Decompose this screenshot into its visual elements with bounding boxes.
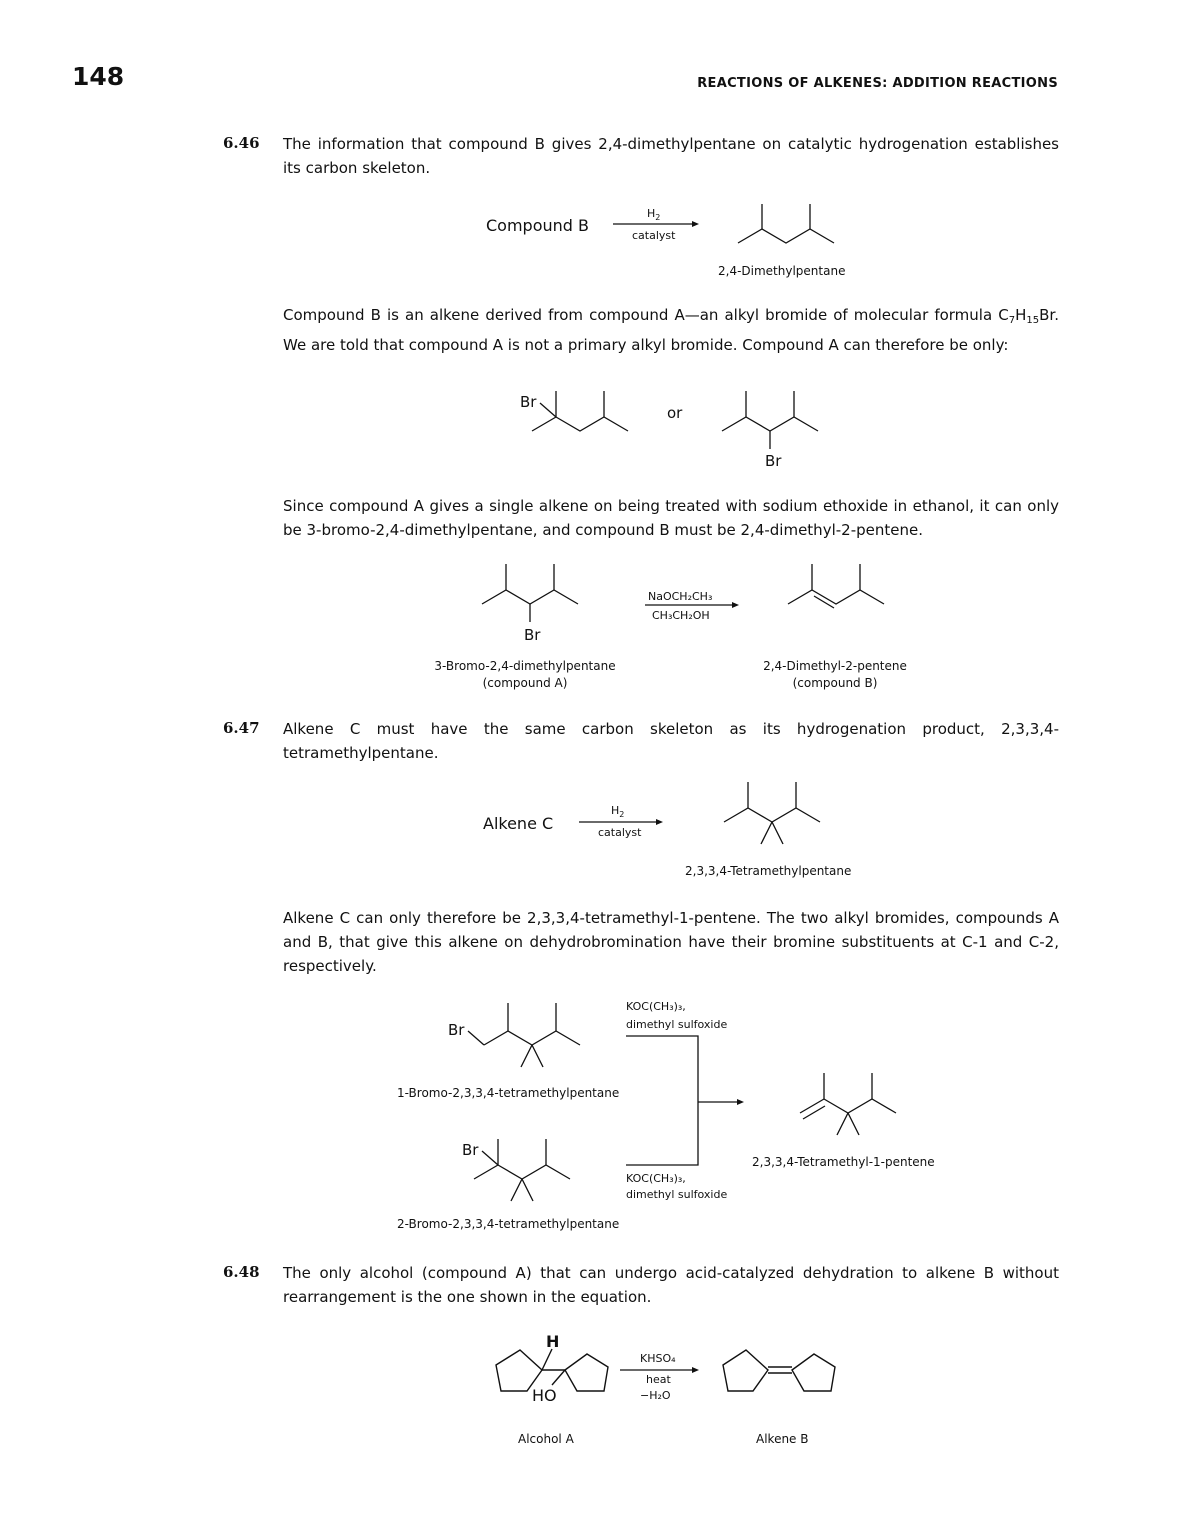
problem-number-6-48: 6.48 — [223, 1263, 260, 1281]
cyclopentane-ring-product-right — [792, 1354, 835, 1391]
skeletal-2-3-3-4-tetramethylpentane — [724, 808, 820, 822]
skeletal-2-bromo-2-4-dimethylpentane — [556, 417, 628, 431]
problem-6-47-para2: Alkene C can only therefore be 2,3,3,4-tetramethyl-1-pentene. The two alkyl bromides, compounds A and B, that give this alkene on dehydrobromination have their bromine substituents at C-1 and C-2, respectively. — [283, 909, 1059, 975]
label-compound-b: 2,4-Dimethyl-2-pentene (compound B) — [763, 659, 907, 690]
problem-6-46-para2: Compound B is an alkene derived from compound A—an alkyl bromide of molecular formula $C_7H_{15}Br$. We are told that compound A is not a primary alkyl bromide. Compound A can therefore be only: — [283, 306, 1059, 354]
cyclopentane-ring-product-left — [723, 1350, 768, 1391]
problem-number-6-47: 6.47 — [223, 719, 260, 737]
cyclopentane-ring-right — [565, 1354, 608, 1391]
scheme-hydrogenation-b — [480, 195, 900, 285]
br-label: Br — [524, 626, 541, 644]
reagent-top-2: dimethyl sulfoxide — [626, 1018, 728, 1031]
br-label-bottom: Br — [462, 1141, 479, 1159]
reagent-h2: $H_2$ — [611, 804, 625, 819]
label-alcohol-a: Alcohol A — [518, 1432, 574, 1446]
label-1-bromo: 1-Bromo-2,3,3,4-tetramethylpentane — [397, 1086, 620, 1100]
skeletal-2-4-dimethyl-2-pentene — [788, 590, 884, 604]
h-label: H — [546, 1332, 560, 1351]
reagent-top-1: KOC(CH₃)₃, — [626, 1000, 686, 1013]
br-label-top: Br — [448, 1021, 465, 1039]
skeletal-1-bromo-compound — [484, 1031, 580, 1045]
problem-number-6-46: 6.46 — [223, 134, 260, 152]
reactant-compound-b: Compound B — [486, 216, 589, 235]
reagent-ethanol: CH₃CH₂OH — [652, 609, 710, 622]
label-compound-a: 3-Bromo-2,4-dimethylpentane (compound A) — [434, 659, 616, 690]
label-product-pentene: 2,3,3,4-Tetramethyl-1-pentene — [752, 1155, 935, 1169]
problem-6-47-intro: Alkene C must have the same carbon skeleton as its hydrogenation product, 2,3,3,4-tetramethylpentane. — [283, 720, 1059, 762]
page-number: 148 — [72, 62, 125, 91]
scheme-candidate-bromides — [500, 385, 840, 475]
reagent-sodium-ethoxide: NaOCH₂CH₃ — [648, 590, 713, 603]
label-2-3-3-4-tetramethylpentane: 2,3,3,4-Tetramethylpentane — [685, 864, 852, 878]
reagent-bottom-1: KOC(CH₃)₃, — [626, 1172, 686, 1185]
scheme-elimination — [470, 558, 890, 648]
problem-6-48-intro: The only alcohol (compound A) that can undergo acid-catalyzed dehydration to alkene B without rearrangement is the one shown in the equation. — [283, 1264, 1059, 1306]
converging-bracket — [626, 1036, 698, 1165]
reagent-heat: heat — [646, 1373, 671, 1386]
problem-6-46-intro: The information that compound B gives 2,4-dimethylpentane on catalytic hydrogenation establishes its carbon skeleton. — [283, 135, 1059, 177]
reactant-alkene-c: Alkene C — [483, 814, 554, 833]
skeletal-2-4-dimethylpentane — [738, 229, 834, 243]
label-2-4-dimethylpentane: 2,4-Dimethylpentane — [718, 264, 846, 278]
reagent-khso4: KHSO₄ — [640, 1352, 676, 1365]
ho-label: HO — [532, 1386, 557, 1405]
or-text: or — [667, 404, 683, 422]
br-label-right: Br — [765, 452, 782, 470]
problem-6-46-para3: Since compound A gives a single alkene on being treated with sodium ethoxide in ethanol, it can only be 3-bromo-2,4-dimethylpentane, and compound B must be 2,4-dimethyl-2-pentene. — [283, 497, 1059, 539]
br-label-left: Br — [520, 393, 537, 411]
reagent-bottom-2: dimethyl sulfoxide — [626, 1188, 728, 1201]
reagent-minus-water: −H₂O — [640, 1389, 671, 1402]
reagent-h2: $H_2$ — [647, 207, 661, 222]
reagent-catalyst: catalyst — [632, 229, 676, 242]
skeletal-3-bromo-reactant — [482, 590, 578, 604]
skeletal-2-bromo-compound — [498, 1165, 570, 1179]
cyclopentane-ring-left — [496, 1350, 542, 1391]
label-alkene-b: Alkene B — [756, 1432, 809, 1446]
scheme-hydrogenation-c — [480, 776, 900, 886]
skeletal-2-3-3-4-tetramethyl-1-pentene — [800, 1099, 824, 1113]
reagent-catalyst: catalyst — [598, 826, 642, 839]
scheme-dehydrobromination — [390, 995, 960, 1235]
skeletal-3-bromo-2-4-dimethylpentane — [722, 417, 818, 431]
label-2-bromo: 2-Bromo-2,3,3,4-tetramethylpentane — [397, 1217, 620, 1231]
running-head: REACTIONS OF ALKENES: ADDITION REACTIONS — [697, 76, 1058, 91]
scheme-dehydration — [480, 1325, 860, 1455]
